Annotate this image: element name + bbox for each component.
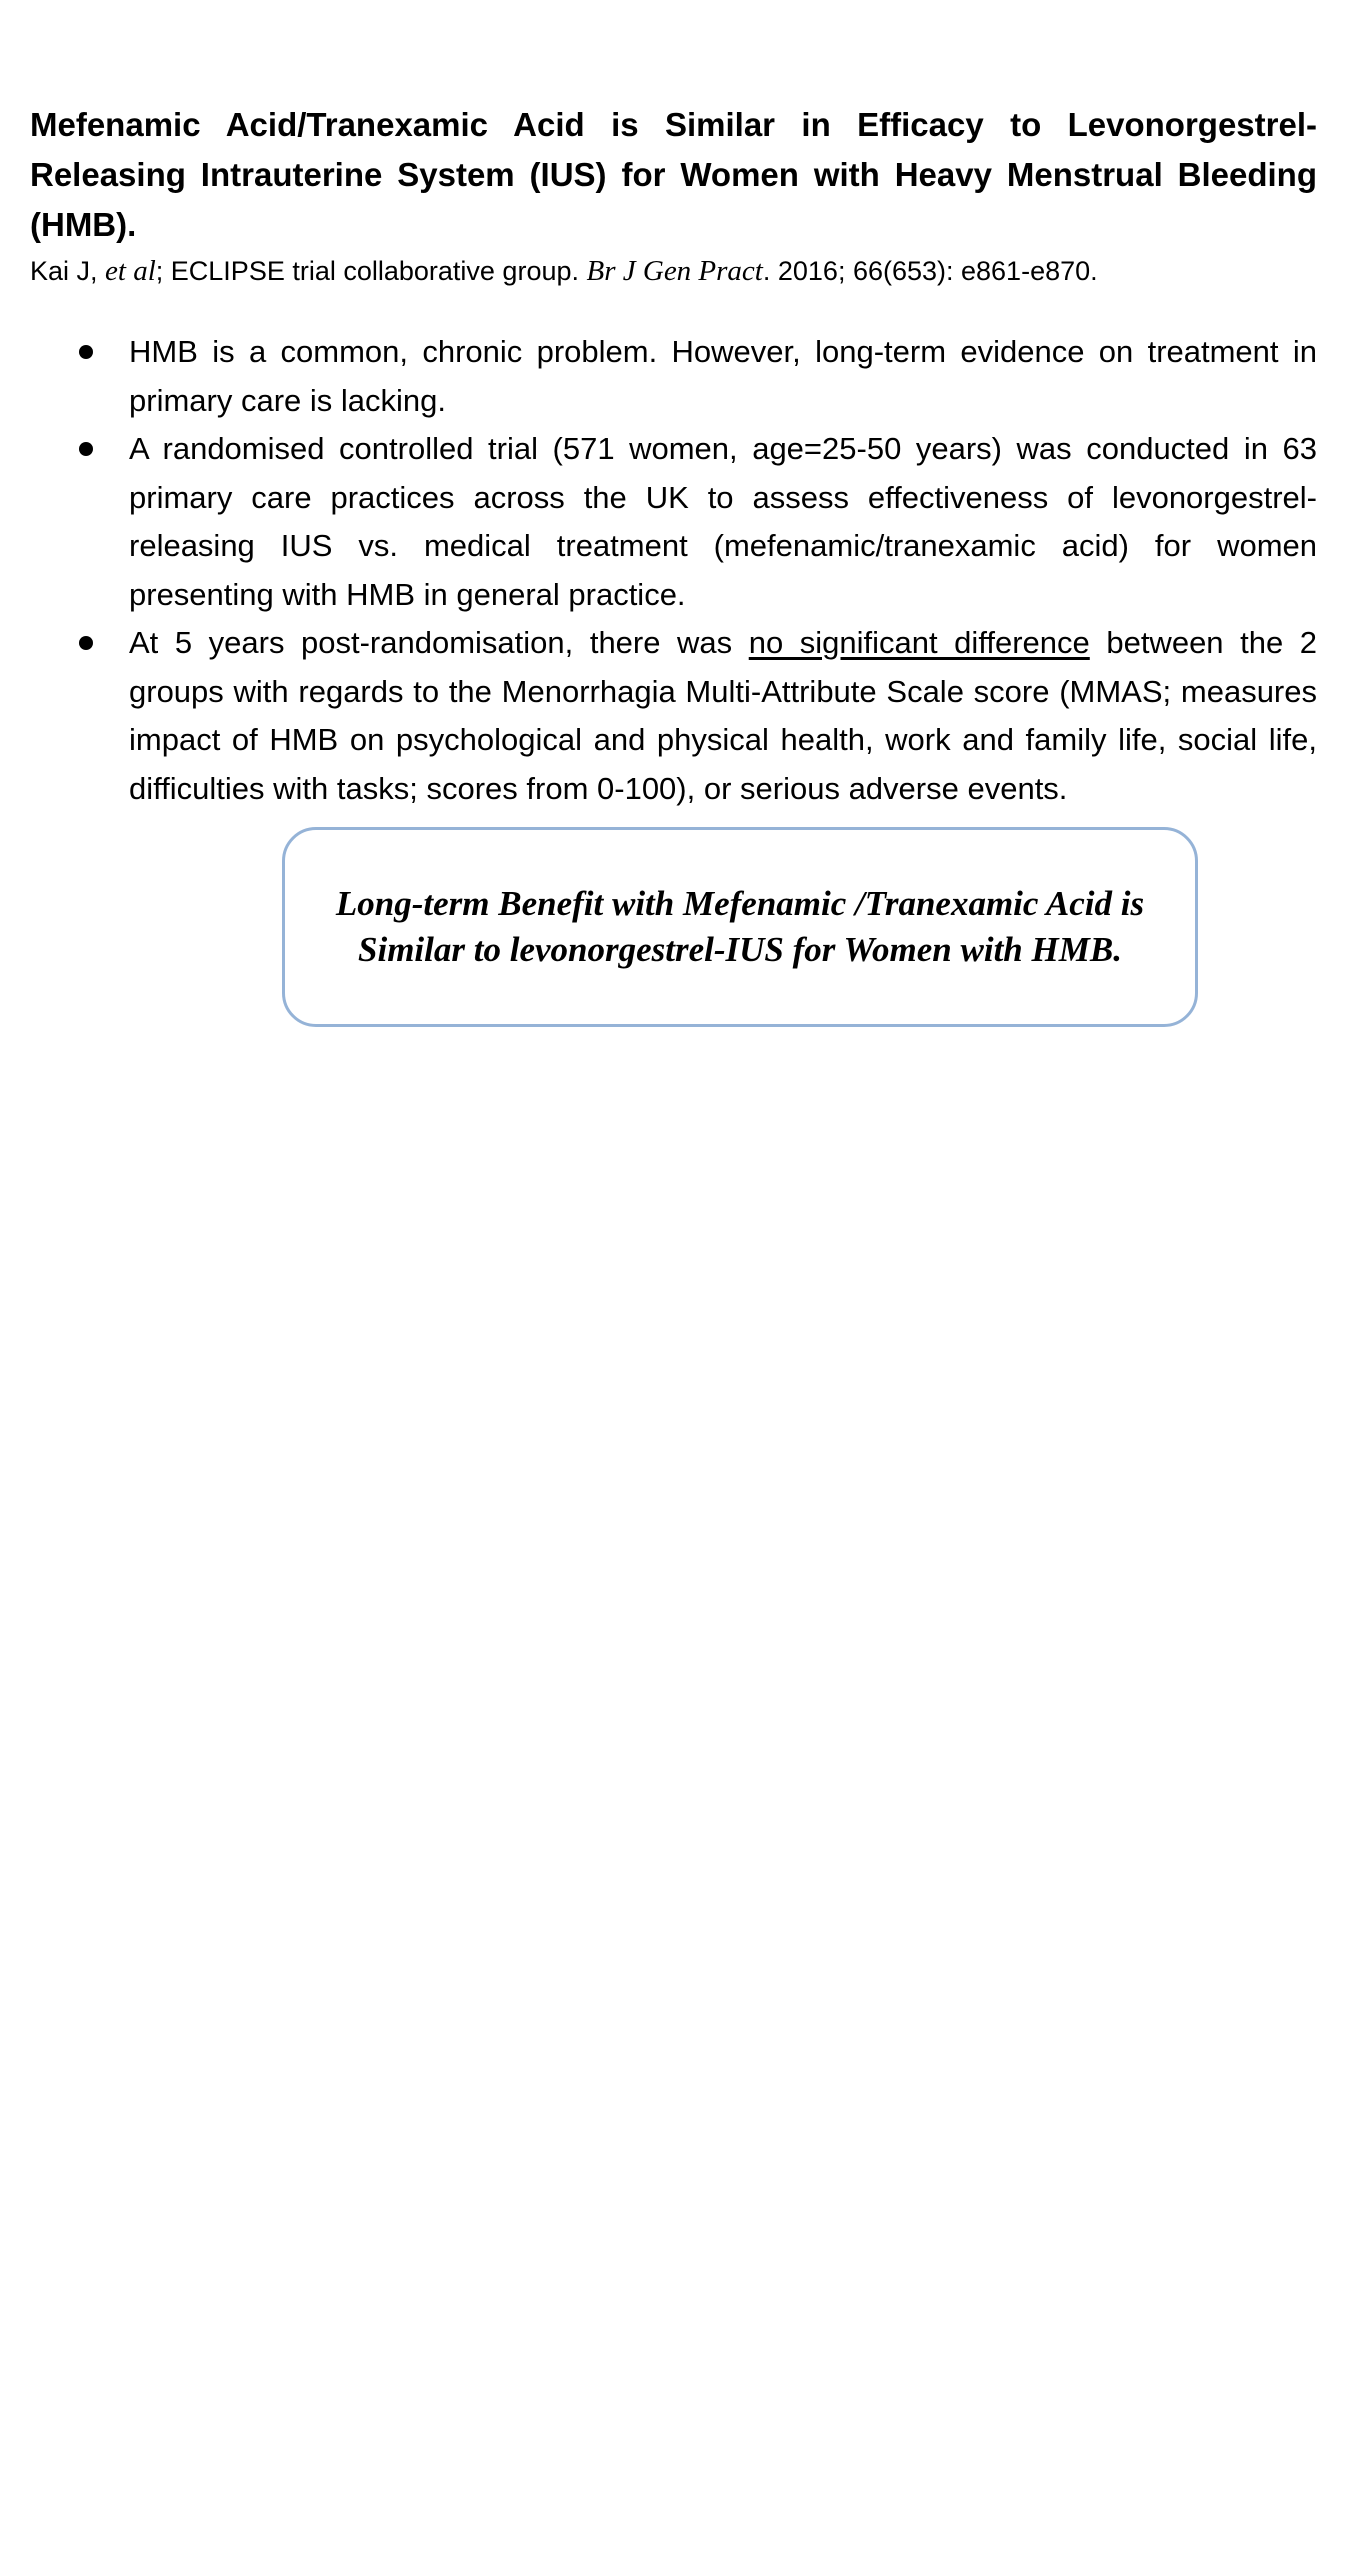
article-citation <box>30 250 1317 292</box>
conclusion-callout-box <box>282 827 1198 1027</box>
bullet-item <box>30 425 1317 619</box>
conclusion-line-2: Similar to levonorgestrel-IUS for Women with HMB. <box>358 930 1122 969</box>
summary-bullet-list <box>30 328 1317 813</box>
bullet-item <box>30 619 1317 813</box>
citation-details: . 2016; 66(653): e861-e870. <box>762 256 1098 286</box>
bullet-icon <box>79 442 93 456</box>
bullet-text-before: At 5 years post-randomisation, there was <box>129 625 749 660</box>
citation-journal: Br J Gen Pract <box>586 255 763 287</box>
article-title: Mefenamic Acid/Tranexamic Acid is Similar in Efficacy to Levonorgestrel- Releasing Intrauterine System (IUS) for Women with Heavy Menstrual Bleeding (HMB). <box>30 106 1317 243</box>
bullet-text-after: between the 2 groups with regards to the Menorrhagia Multi-Attribute Scale score (MMAS; measures impact of HMB on psychological and physical health, work and family life, social life, difficulties with tasks; scores from 0-100), or serious adverse events. <box>129 625 1318 806</box>
bullet-text: HMB is a common, chronic problem. However, long-term evidence on treatment in primary care is lacking. <box>129 334 1317 418</box>
bullet-emphasis: no significant difference <box>748 625 1090 660</box>
citation-group: ; ECLIPSE trial collaborative group. <box>155 256 587 286</box>
bullet-icon <box>79 345 93 359</box>
conclusion-text <box>336 881 1144 973</box>
citation-et-al: et al <box>105 255 156 287</box>
bullet-item <box>30 328 1317 425</box>
conclusion-line-1: Long-term Benefit with Mefenamic /Tranexamic Acid is <box>335 884 1145 923</box>
citation-authors: Kai J, <box>30 256 106 286</box>
bullet-text: A randomised controlled trial (571 women, age=25-50 years) was conducted in 63 primary care practices across the UK to assess effectiveness of levonorgestrel-releasing IUS vs. medical treatment (mefenamic/tranexamic acid) for women presenting with HMB in general practice. <box>129 431 1317 612</box>
document-page <box>30 100 1317 813</box>
bullet-icon <box>79 636 93 650</box>
